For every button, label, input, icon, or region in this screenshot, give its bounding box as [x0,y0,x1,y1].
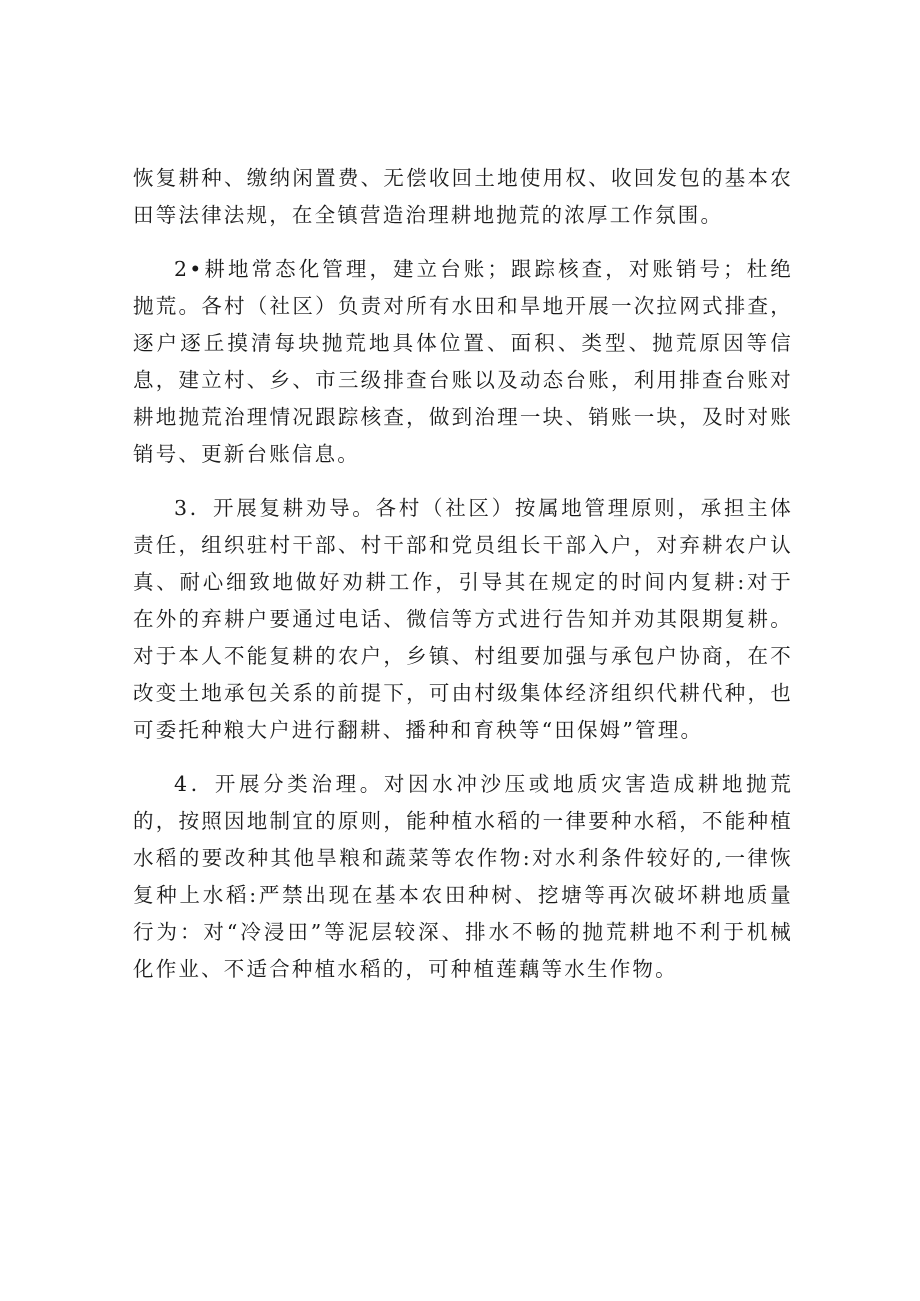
paragraph-item-2: 2•耕地常态化管理，建立台账；跟踪核查，对账销号；杜绝抛荒。各村（社区）负责对所有水田和旱地开展一次拉网式排查，逐户逐丘摸清每块抛荒地具体位置、面积、类型、抛荒原因等信息，建立村、乡、市三级排查台账以及动态台账，利用排查台账对耕地抛荒治理情况跟踪核查，做到治理一块、销账一块，及时对账销号、更新台账信息。 [133,257,793,466]
paragraph-item-3: 3．开展复耕劝导。各村（社区）按属地管理原则，承担主体责任，组织驻村干部、村干部和党员组长干部入户，对弃耕农户认真、耐心细致地做好劝耕工作，引导其在规定的时间内复耕:对于在外的弃耕户要通过电话、微信等方式进行告知并劝其限期复耕。对于本人不能复耕的农户，乡镇、村组要加强与承包户协商，在不改变土地承包关系的前提下，可由村级集体经济组织代耕代种，也可委托种粮大户进行翻耕、播种和育秧等“田保姆”管理。 [133,496,793,742]
paragraph-continuation: 恢复耕种、缴纳闲置费、无偿收回土地使用权、收回发包的基本农田等法律法规，在全镇营造治理耕地抛荒的浓厚工作氛围。 [133,166,793,227]
paragraph-item-4: 4．开展分类治理。对因水冲沙压或地质灾害造成耕地抛荒的，按照因地制宜的原则，能种植水稻的一律要种水稻，不能种植水稻的要改种其他旱粮和蔬菜等农作物:对水利条件较好的,一律恢复种上水稻:严禁出现在基本农田种树、挖塘等再次破坏耕地质量行为：对“冷浸田”等泥层较深、排水不畅的抛荒耕地不利于机械化作业、不适合种植水稻的，可种植莲藕等水生作物。 [133,772,793,981]
document-page [133,160,793,1005]
